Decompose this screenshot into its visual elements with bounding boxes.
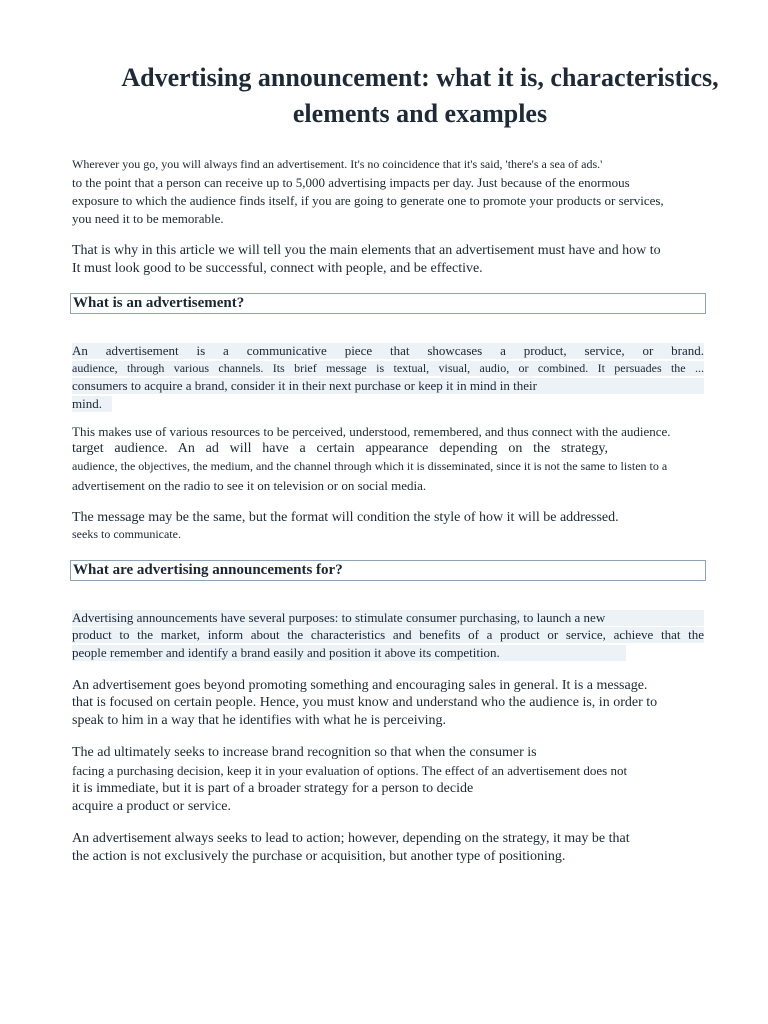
s2-p1-line: people remember and identify a brand easily and position it above its competition.: [72, 645, 626, 661]
s1-p2-line: target audience. An ad will have a certain appearance depending on the strategy,: [72, 441, 608, 456]
s1-p1-line: mind.: [72, 396, 112, 412]
s1-p2-line: audience, the objectives, the medium, and the channel through which it is disseminated, since it is not the same to listen to a: [72, 459, 668, 473]
intro2-line: That is why in this article we will tell you the main elements that an advertisement must have and how to: [72, 243, 661, 258]
s2-p3-line: facing a purchasing decision, keep it in your evaluation of options. The effect of an advertisement does not: [72, 763, 628, 778]
intro1-line: you need it to be memorable.: [72, 211, 224, 226]
s2-p2-line: speak to him in a way that he identifies with what he is perceiving.: [72, 713, 447, 728]
s2-p4-line: An advertisement always seeks to lead to action; however, depending on the strategy, it may be that: [72, 831, 630, 846]
s2-p4-line: the action is not exclusively the purchase or acquisition, but another type of positioning.: [72, 849, 566, 864]
intro1-line: Wherever you go, you will always find an advertisement. It's no coincidence that it's said, 'there's a sea of ads.': [72, 157, 603, 171]
intro1-line: exposure to which the audience finds itself, if you are going to generate one to promote your products or services,: [72, 193, 664, 208]
s2-p3-line: The ad ultimately seeks to increase brand recognition so that when the consumer is: [72, 745, 537, 760]
intro1-line: to the point that a person can receive up to 5,000 advertising impacts per day. Just because of the enormous: [72, 175, 630, 190]
s2-p1-line: Advertising announcements have several purposes: to stimulate consumer purchasing, to launch a new: [72, 610, 704, 626]
s1-p1-line: An advertisement is a communicative piece that showcases a product, service, or brand.: [72, 343, 704, 358]
section-heading-what-for: [70, 560, 706, 581]
s1-p3-line: seeks to communicate.: [72, 527, 181, 541]
s1-p1-line: audience, through various channels. Its brief message is textual, visual, audio, or combined. It persuades the ...: [72, 361, 704, 375]
s2-p2-line: that is focused on certain people. Hence, you must know and understand who the audience is, in order to: [72, 695, 658, 710]
s1-p2-line: advertisement on the radio to see it on television or on social media.: [72, 478, 427, 493]
title-line-1: Advertising announcement: what it is, characteristics,: [121, 63, 719, 92]
s2-p3-line: it is immediate, but it is part of a broader strategy for a person to decide: [72, 781, 474, 796]
s2-p3-line: acquire a product or service.: [72, 799, 231, 814]
s2-p1-line: product to the market, inform about the characteristics and benefits of a product or service, achieve that the: [72, 627, 704, 642]
section-heading-what-is: [70, 293, 706, 314]
s1-p3-line: The message may be the same, but the format will condition the style of how it will be addressed.: [72, 510, 619, 525]
s1-p2-line: This makes use of various resources to be perceived, understood, remembered, and thus connect with the audience.: [72, 424, 671, 439]
page-title: [100, 60, 740, 132]
section-heading-text: What is an advertisement?: [73, 295, 245, 311]
s2-p2-line: An advertisement goes beyond promoting something and encouraging sales in general. It is a message.: [72, 678, 648, 693]
section-heading-text: What are advertising announcements for?: [73, 562, 343, 578]
title-line-2: elements and examples: [292, 99, 548, 128]
intro2-line: It must look good to be successful, connect with people, and be effective.: [72, 261, 483, 276]
s1-p1-line: consumers to acquire a brand, consider it in their next purchase or keep it in mind in their: [72, 378, 704, 394]
